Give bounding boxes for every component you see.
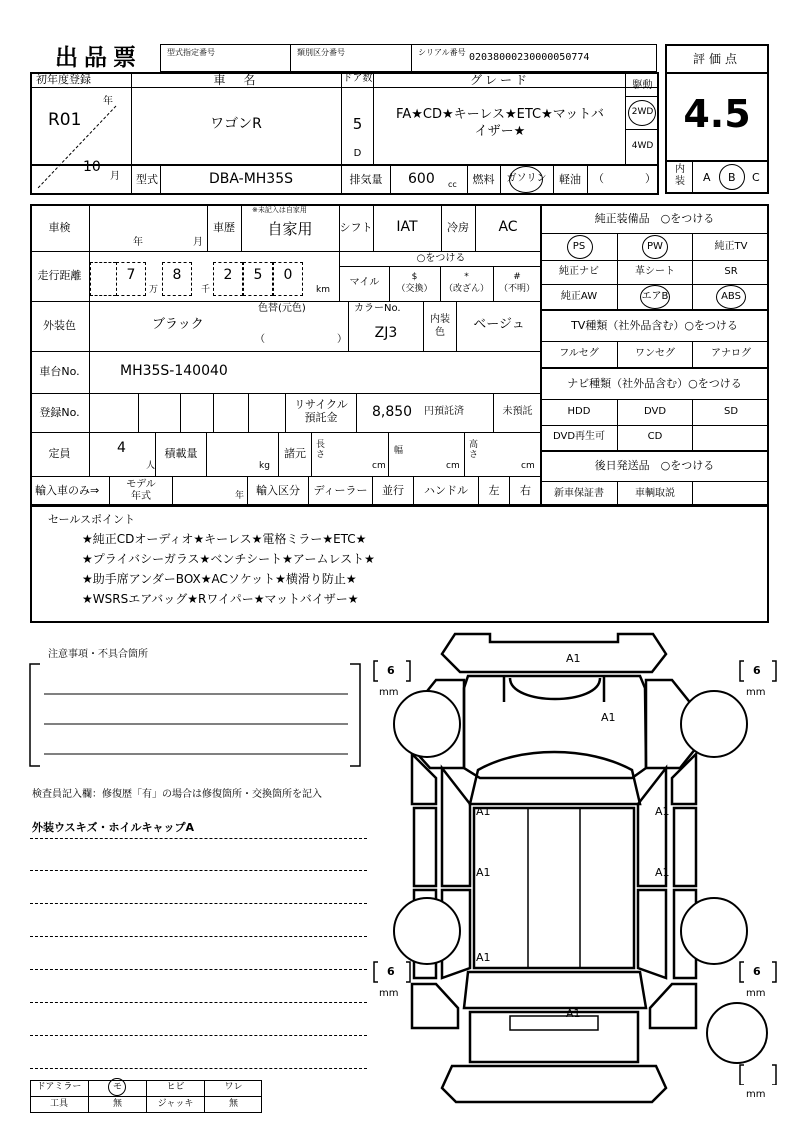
score-label: 評価点	[692, 52, 741, 66]
defect-label: 注意事項・不具合箇所	[48, 649, 148, 660]
serial-label: シリアル番号	[418, 48, 466, 57]
damage-mark: A1	[566, 652, 581, 665]
vehicle-detail-table	[30, 204, 542, 506]
recycle-value: 8,850	[372, 404, 413, 420]
sales-point-line: ★純正CDオーディオ★キーレス★電格ミラー★ETC★	[82, 532, 367, 546]
serial-value: 02038000230000050774	[469, 52, 590, 63]
registration-month-value: 10	[83, 159, 101, 175]
interior-grade-b: B	[728, 171, 736, 184]
diesel-label: 軽油	[559, 173, 581, 186]
width-label: 幅	[394, 446, 404, 456]
navi-dvd: DVD	[643, 406, 667, 417]
tire-unit-rf: mm	[746, 687, 766, 698]
drive-2wd-circle	[628, 100, 656, 126]
model-label: 型式	[136, 173, 158, 186]
equipment-title: 純正装備品 ○をつける	[594, 212, 715, 225]
repaint-paren-close: ）	[337, 334, 347, 345]
tv-fullseg: フルセグ	[559, 348, 599, 359]
door-mirror-label: ドアミラー	[36, 1082, 82, 1092]
damage-mark: A1	[566, 1007, 581, 1020]
shift-value: IAT	[396, 219, 418, 235]
equip-leather: 革シート	[635, 266, 675, 277]
parallel-label: 並行	[382, 484, 404, 497]
doors-suffix: D	[353, 148, 362, 159]
recycle-label: リサイクル 預託金	[294, 398, 348, 424]
equip-abs-circle	[716, 285, 746, 309]
registration-no-label: 登録No.	[39, 406, 80, 419]
meter-exchange: $ （交換）	[396, 272, 433, 294]
equip-pw-circle	[642, 235, 668, 259]
interior-color-value: ベージュ	[473, 317, 525, 332]
displacement-value: 600	[408, 171, 435, 187]
month-unit: 月	[110, 171, 120, 182]
tire-depth-lr: 6	[387, 965, 395, 978]
first-registration-value: R01	[48, 110, 82, 130]
tire-brackets	[370, 652, 780, 1085]
history-label: 車歴	[213, 221, 235, 234]
navi-sd: SD	[723, 406, 739, 417]
tire-depth-rr: 6	[753, 965, 761, 978]
inspection-label: 車検	[48, 221, 71, 234]
history-note: ※未記入は自家用	[252, 206, 307, 214]
later-shipment-title: 後日発送品 ○をつける	[594, 459, 715, 472]
equip-ps: PS	[572, 241, 586, 252]
paren-close: ）	[645, 172, 656, 185]
mileage-digit: 0	[283, 267, 293, 283]
equip-navi: 純正ナビ	[559, 266, 599, 277]
broken-label: ワレ	[224, 1082, 243, 1092]
grade-label: グレード	[469, 73, 530, 87]
fuel-circle	[509, 166, 543, 193]
km-unit: km	[316, 285, 330, 295]
sen-unit: 千	[201, 285, 211, 295]
equip-ps-circle	[567, 235, 593, 259]
equip-pw: PW	[647, 241, 663, 252]
height-cm-unit: cm	[521, 461, 535, 471]
equip-aw: 純正AW	[560, 291, 598, 302]
interior-grade-c: C	[752, 171, 760, 184]
car-name-label: 車 名	[213, 73, 259, 87]
navi-type-title: ナビ種類（社外品含む）○をつける	[567, 377, 742, 390]
score-value: 4.5	[683, 92, 751, 136]
displacement-unit: cc	[448, 180, 457, 189]
inspection-year-unit: 年	[133, 237, 143, 248]
mileage-digit: 5	[253, 267, 263, 283]
circle-note: ○をつける	[416, 253, 466, 264]
paren-open: （	[593, 172, 604, 185]
meter-unknown: # （不明）	[498, 272, 535, 294]
capacity-label: 定員	[48, 447, 71, 460]
tire-unit-spare: mm	[746, 1089, 766, 1100]
sales-point-label: セールスポイント	[48, 513, 136, 526]
tv-oneseg: ワンセグ	[635, 348, 675, 359]
inspector-note-line: 外装ウスキズ・ホイルキャップA	[32, 821, 194, 834]
tire-unit-lf: mm	[379, 687, 399, 698]
jack-label: ジャッキ	[157, 1099, 194, 1109]
jack-value: 無	[228, 1099, 238, 1109]
tire-depth-lf: 6	[387, 664, 395, 677]
damage-mark: A1	[655, 805, 670, 818]
sales-point-line: ★プライバシーガラス★ベンチシート★アームレスト★	[82, 552, 375, 566]
width-cm-unit: cm	[446, 461, 460, 471]
drive-2wd: 2WD	[631, 107, 654, 117]
history-value: 自家用	[267, 220, 313, 238]
handle-right: 右	[520, 484, 531, 497]
displacement-label: 排気量	[349, 173, 383, 186]
car-name-value: ワゴンR	[210, 116, 262, 132]
exterior-color-label: 外装色	[43, 319, 76, 332]
form-title: 出品票	[55, 45, 142, 71]
chassis-value: MH35S-140040	[120, 363, 228, 379]
handle-left: 左	[488, 484, 500, 497]
dims-label: 諸元	[284, 447, 306, 460]
recycle-paid: 円預託済	[424, 406, 464, 417]
tire-unit-lr: mm	[379, 988, 399, 999]
doors-value: 5	[352, 115, 363, 133]
later-manual: 車輌取説	[635, 488, 675, 499]
tire-unit-rr: mm	[746, 988, 766, 999]
equip-tv: 純正TV	[714, 241, 748, 252]
defect-bracket	[26, 662, 366, 770]
inspector-label: 検査員記入欄：修復歴「有」の場合は修復箇所・交換箇所を記入	[32, 789, 322, 800]
damage-mark: A1	[655, 866, 670, 879]
mileage-digit: 2	[223, 267, 233, 283]
category-number-label: 類別区分番号	[297, 48, 345, 57]
equip-airbag: エアB	[641, 291, 669, 302]
equip-airbag-circle	[640, 285, 670, 309]
person-unit: 人	[146, 461, 156, 471]
interior-grade-a: A	[703, 171, 711, 184]
navi-cd: CD	[647, 431, 663, 442]
mileage-label: 走行距離	[37, 269, 82, 282]
damage-mark: A1	[601, 711, 616, 724]
fuel-gasoline: ガソリン	[506, 173, 547, 184]
height-label: 高さ	[469, 440, 479, 460]
mileage-leading-box	[90, 262, 116, 296]
handle-label: ハンドル	[424, 484, 468, 497]
tire-depth-rf: 6	[753, 664, 761, 677]
dealer-label: ディーラー	[313, 484, 368, 497]
inspection-month-unit: 月	[193, 237, 203, 248]
exterior-color-value: ブラック	[152, 317, 204, 332]
crack-label: ヒビ	[166, 1082, 185, 1092]
shift-label: シフト	[339, 221, 373, 234]
kg-unit: kg	[259, 461, 270, 471]
repaint-paren-open: （	[255, 334, 265, 345]
import-label: 輸入車のみ⇒	[35, 484, 100, 497]
drive-label: 駆動	[632, 80, 653, 91]
sales-point-line: ★助手席アンダーBOX★ACソケット★横滑り防止★	[82, 572, 357, 586]
tool-label: 工具	[49, 1099, 68, 1109]
navi-dvd-play: DVD再生可	[552, 431, 606, 442]
damage-mark: A1	[476, 805, 491, 818]
ac-label: 冷房	[447, 221, 469, 234]
chassis-label: 車台No.	[39, 365, 80, 378]
tool-value: 無	[112, 1099, 122, 1109]
year-unit: 年	[103, 96, 113, 107]
tv-analog: アナログ	[711, 348, 751, 359]
model-year-label: モデル 年式	[126, 479, 156, 502]
grade-value-line2: イザー★	[474, 124, 526, 139]
model-value: DBA-MH35S	[208, 171, 293, 187]
length-label: 長さ	[316, 440, 326, 460]
equip-abs: ABS	[721, 291, 741, 302]
tv-type-title: TV種類（社外品含む）○をつける	[571, 319, 738, 332]
mile-label: マイル	[349, 277, 380, 288]
interior-color-label: 内装 色	[430, 314, 450, 338]
model-designation-label: 型式指定番号	[167, 48, 215, 57]
color-no-label: カラーNo.	[354, 303, 401, 314]
load-label: 積載量	[164, 447, 198, 460]
man-unit: 万	[149, 285, 159, 295]
interior-grade-circle	[719, 164, 745, 190]
model-year-unit: 年	[235, 491, 245, 501]
doors-label: ドア数	[342, 73, 373, 84]
grade-value-line1: FA★CD★キーレス★ETC★マットバ	[396, 107, 604, 122]
ac-value: AC	[498, 219, 518, 235]
first-registration-label: 初年度登録	[36, 73, 91, 86]
drive-4wd: 4WD	[631, 141, 654, 151]
capacity-value: 4	[117, 440, 126, 456]
meter-tamper: * （改ざん）	[443, 272, 489, 294]
color-no-value: ZJ3	[374, 325, 398, 341]
equip-sr: SR	[724, 266, 738, 277]
door-mirror-value: モ	[112, 1082, 122, 1092]
door-mirror-circle	[108, 1078, 126, 1096]
navi-hdd: HDD	[567, 406, 591, 417]
mileage-digit: 8	[172, 267, 182, 283]
mileage-digit: 7	[126, 267, 136, 283]
damage-mark: A1	[476, 951, 491, 964]
interior-label: 内 装	[675, 164, 685, 187]
recycle-unpaid: 未預託	[502, 406, 533, 417]
later-warranty: 新車保証書	[554, 488, 604, 499]
repaint-label: 色替(元色)	[258, 303, 306, 314]
length-cm-unit: cm	[372, 461, 386, 471]
damage-mark: A1	[476, 866, 491, 879]
import-class-label: 輸入区分	[256, 484, 300, 497]
sales-point-line: ★WSRSエアバッグ★Rワイパー★マットバイザー★	[82, 592, 359, 606]
fuel-label: 燃料	[472, 173, 495, 186]
